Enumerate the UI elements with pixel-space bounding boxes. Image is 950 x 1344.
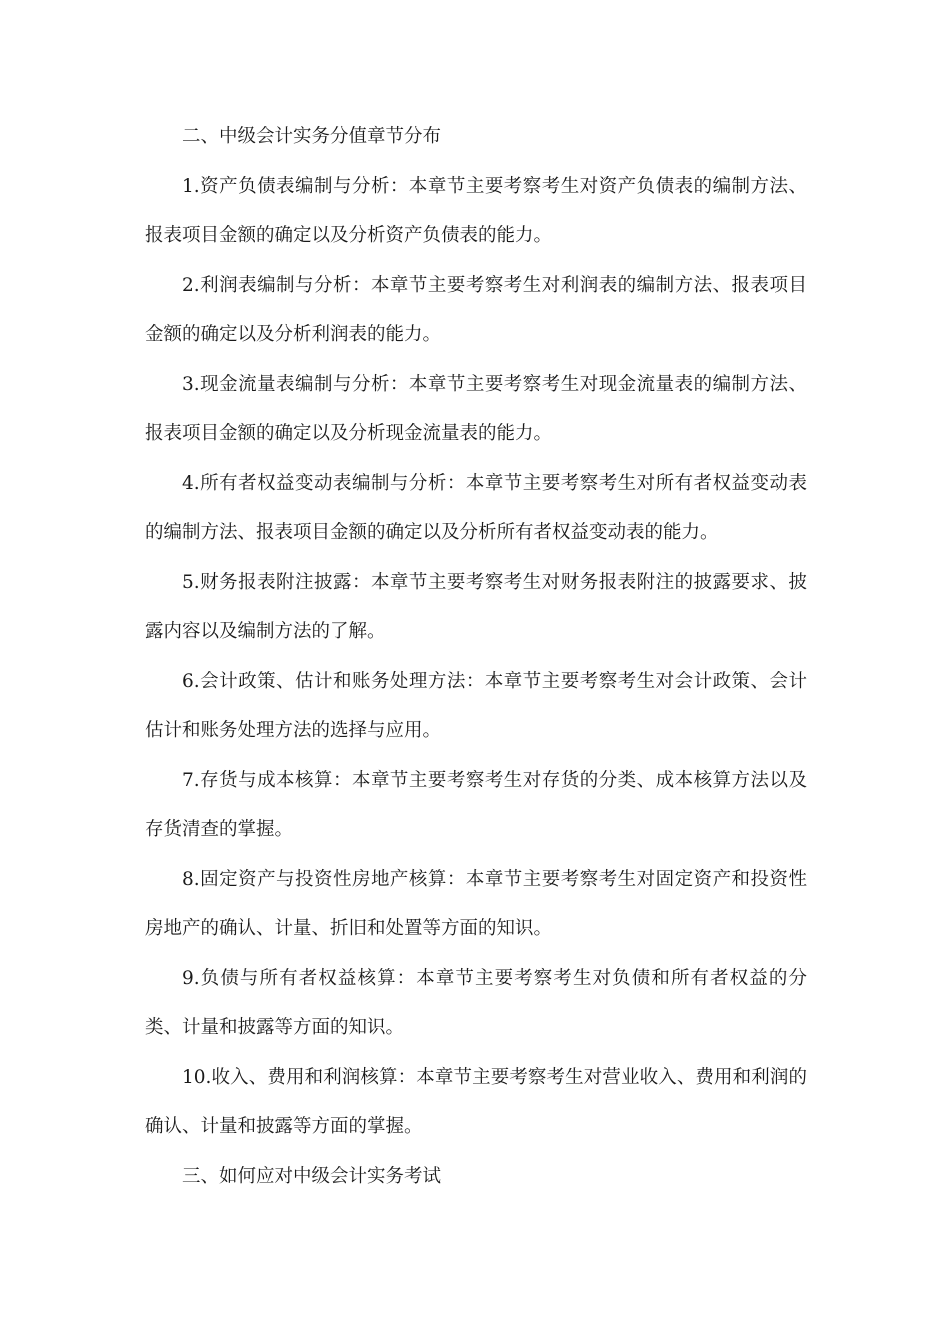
paragraph: 5.财务报表附注披露：本章节主要考察考生对财务报表附注的披露要求、披露内容以及编制方法的了解。 [145, 571, 807, 642]
paragraph: 7.存货与成本核算：本章节主要考察考生对存货的分类、成本核算方法以及存货清查的掌握。 [145, 769, 807, 840]
paragraph: 6.会计政策、估计和账务处理方法：本章节主要考察考生对会计政策、会计估计和账务处理方法的选择与应用。 [145, 670, 807, 741]
paragraph: 9.负债与所有者权益核算：本章节主要考察考生对负债和所有者权益的分类、计量和披露等方面的知识。 [145, 967, 807, 1038]
paragraph: 4.所有者权益变动表编制与分析：本章节主要考察考生对所有者权益变动表的编制方法、报表项目金额的确定以及分析所有者权益变动表的能力。 [145, 472, 807, 543]
paragraph: 1.资产负债表编制与分析：本章节主要考察考生对资产负债表的编制方法、报表项目金额的确定以及分析资产负债表的能力。 [145, 175, 807, 246]
section-heading: 三、如何应对中级会计实务考试 [182, 1165, 442, 1187]
document-page [145, 112, 807, 1201]
paragraph: 8.固定资产与投资性房地产核算：本章节主要考察考生对固定资产和投资性房地产的确认、计量、折旧和处置等方面的知识。 [145, 868, 807, 939]
section-heading: 二、中级会计实务分值章节分布 [182, 126, 442, 147]
paragraph: 10.收入、费用和利润核算：本章节主要考察考生对营业收入、费用和利润的确认、计量和披露等方面的掌握。 [145, 1066, 807, 1137]
paragraph: 3.现金流量表编制与分析：本章节主要考察考生对现金流量表的编制方法、报表项目金额的确定以及分析现金流量表的能力。 [145, 373, 807, 444]
paragraph: 2.利润表编制与分析：本章节主要考察考生对利润表的编制方法、报表项目金额的确定以及分析利润表的能力。 [145, 274, 807, 345]
